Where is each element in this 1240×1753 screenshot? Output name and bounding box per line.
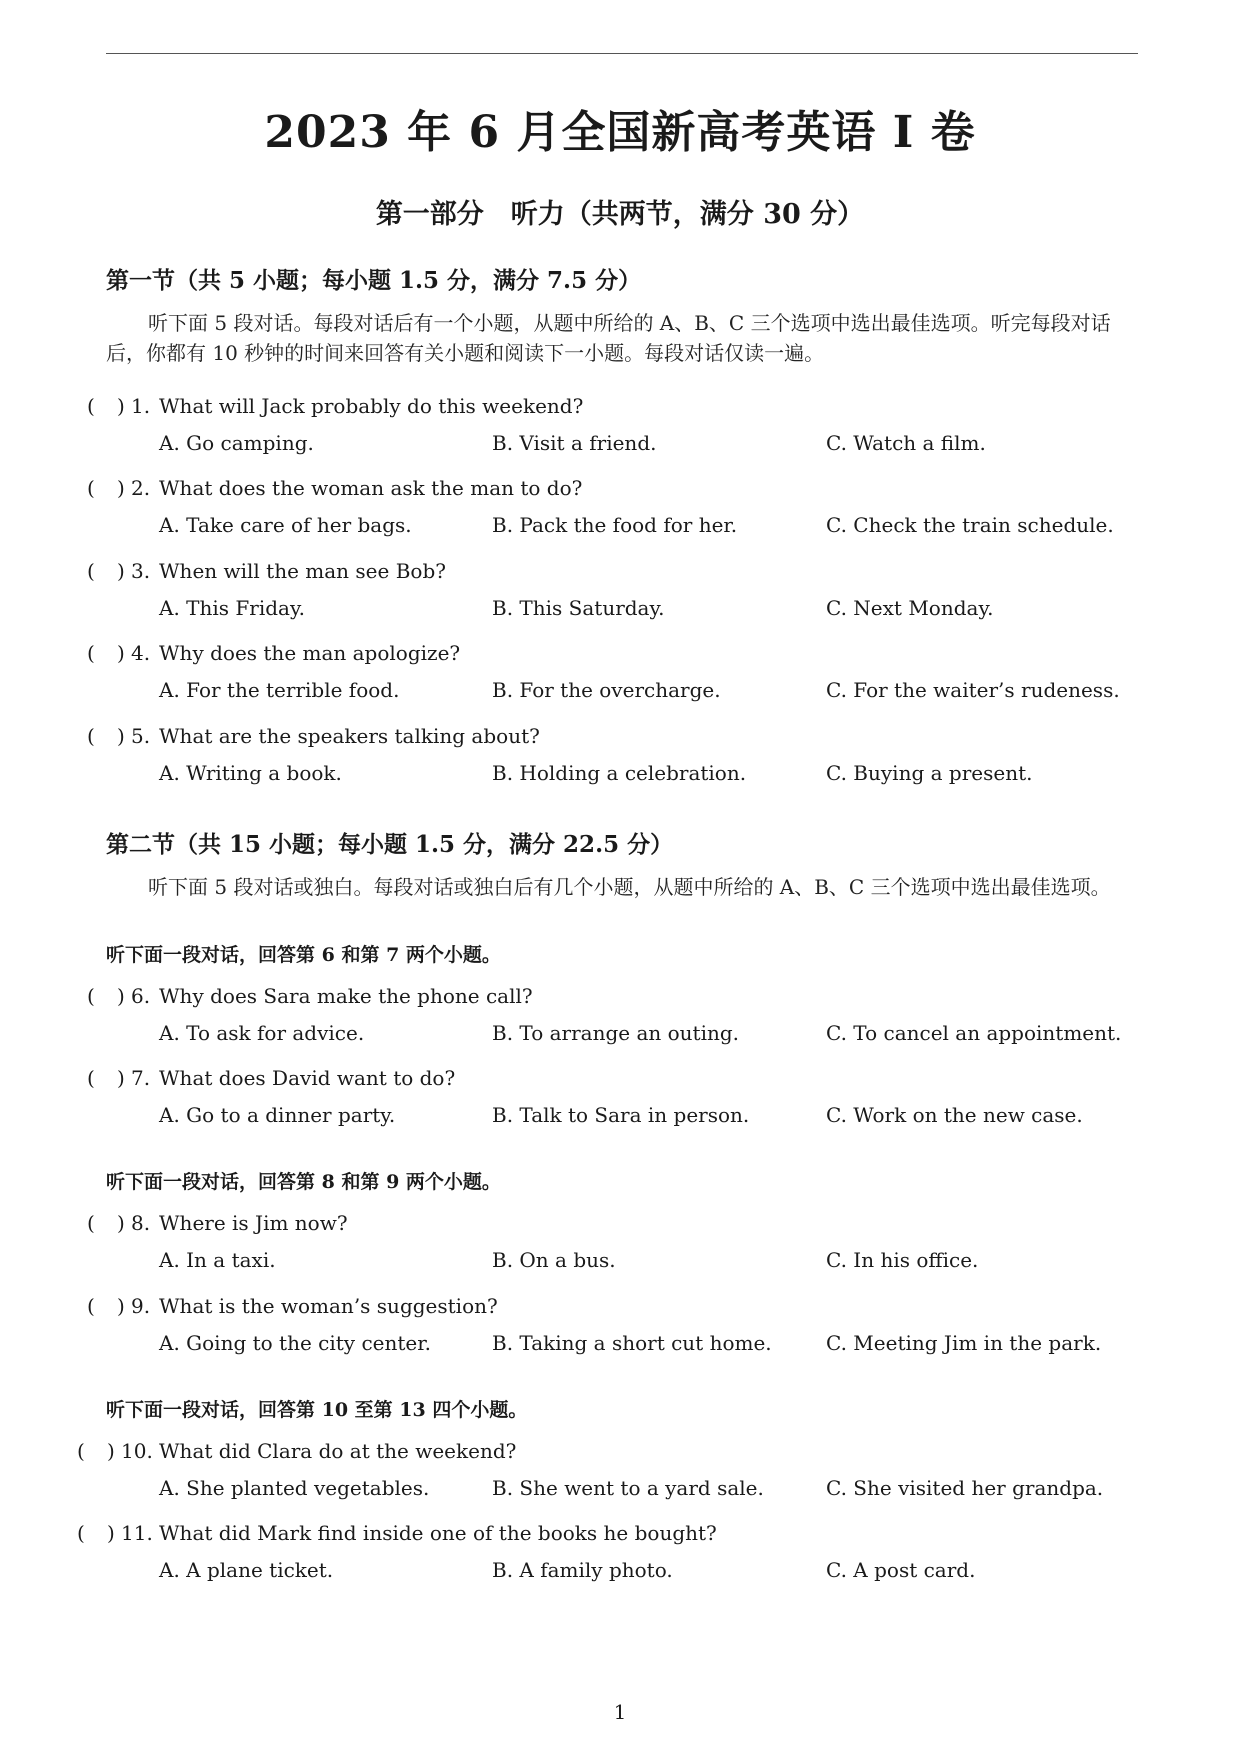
answer-paren-close: ) <box>117 984 125 1008</box>
question-11 <box>0 1521 1240 1601</box>
question-text: What did Mark find inside one of the books he bought? <box>159 1521 717 1545</box>
option-c: C. To cancel an appointment. <box>826 1021 1122 1045</box>
option-b: B. Visit a friend. <box>492 431 657 455</box>
answer-paren-open: ( <box>87 394 95 418</box>
question-number: 7. <box>131 1066 151 1090</box>
question-text: What are the speakers talking about? <box>159 724 540 748</box>
question-text: Why does the man apologize? <box>159 641 461 665</box>
answer-paren-close: ) <box>117 724 125 748</box>
question-5 <box>0 724 1240 804</box>
question-4 <box>0 641 1240 721</box>
question-2 <box>0 476 1240 556</box>
option-a: A. This Friday. <box>159 596 305 620</box>
question-number: 4. <box>131 641 151 665</box>
page-number: 1 <box>613 1700 627 1724</box>
answer-paren-open: ( <box>77 1521 85 1545</box>
option-c: C. Meeting Jim in the park. <box>826 1331 1102 1355</box>
question-number: 10. <box>121 1439 153 1463</box>
question-number: 5. <box>131 724 151 748</box>
option-a: A. In a taxi. <box>159 1248 276 1272</box>
option-c: C. For the waiter’s rudeness. <box>826 678 1120 702</box>
answer-paren-open: ( <box>87 559 95 583</box>
section2-heading: 第二节（共 15 小题；每小题 1.5 分，满分 22.5 分） <box>106 831 674 858</box>
option-a: A. Go to a dinner party. <box>159 1103 396 1127</box>
option-a: A. She planted vegetables. <box>159 1476 430 1500</box>
option-b: B. She went to a yard sale. <box>492 1476 764 1500</box>
answer-paren-open: ( <box>87 984 95 1008</box>
answer-paren-open: ( <box>87 1294 95 1318</box>
option-a: A. Go camping. <box>159 431 314 455</box>
answer-paren-close: ) <box>117 1294 125 1318</box>
option-b: B. Talk to Sara in person. <box>492 1103 750 1127</box>
option-c: C. Check the train schedule. <box>826 513 1114 537</box>
option-c: C. She visited her grandpa. <box>826 1476 1104 1500</box>
question-number: 8. <box>131 1211 151 1235</box>
answer-paren-close: ) <box>117 1066 125 1090</box>
question-text: What does the woman ask the man to do? <box>159 476 583 500</box>
option-b: B. Pack the food for her. <box>492 513 738 537</box>
question-number: 2. <box>131 476 151 500</box>
option-a: A. For the terrible food. <box>159 678 400 702</box>
answer-paren-open: ( <box>87 1211 95 1235</box>
question-9 <box>0 1294 1240 1374</box>
answer-paren-close: ) <box>117 641 125 665</box>
question-8 <box>0 1211 1240 1291</box>
question-number: 9. <box>131 1294 151 1318</box>
question-text: What will Jack probably do this weekend? <box>159 394 584 418</box>
top-rule <box>106 53 1138 54</box>
answer-paren-open: ( <box>87 1066 95 1090</box>
option-a: A. To ask for advice. <box>159 1021 365 1045</box>
question-3 <box>0 559 1240 639</box>
option-b: B. Taking a short cut home. <box>492 1331 772 1355</box>
answer-paren-close: ) <box>117 1211 125 1235</box>
option-c: C. A post card. <box>826 1558 976 1582</box>
question-1 <box>0 394 1240 474</box>
option-c: C. Buying a present. <box>826 761 1033 785</box>
question-text: Where is Jim now? <box>159 1211 348 1235</box>
question-number: 1. <box>131 394 151 418</box>
answer-paren-open: ( <box>77 1439 85 1463</box>
group-heading-8-9: 听下面一段对话，回答第 8 和第 9 两个小题。 <box>106 1171 501 1193</box>
question-text: Why does Sara make the phone call? <box>159 984 533 1008</box>
option-a: A. Take care of her bags. <box>159 513 412 537</box>
section1-instruction: 听下面 5 段对话。每段对话后有一个小题，从题中所给的 A、B、C 三个选项中选出最佳选项。听完每段对话后，你都有 10 秒钟的时间来回答有关小题和阅读下一小题。每段对话仅读一遍。 <box>106 311 1111 365</box>
answer-paren-close: ) <box>117 559 125 583</box>
question-10 <box>0 1439 1240 1519</box>
question-number: 3. <box>131 559 151 583</box>
section2-instruction: 听下面 5 段对话或独白。每段对话或独白后有几个小题，从题中所给的 A、B、C 三个选项中选出最佳选项。 <box>148 875 1111 899</box>
question-number: 6. <box>131 984 151 1008</box>
option-c: C. Watch a film. <box>826 431 986 455</box>
option-a: A. A plane ticket. <box>159 1558 334 1582</box>
option-c: C. In his office. <box>826 1248 979 1272</box>
answer-paren-open: ( <box>87 724 95 748</box>
option-c: C. Next Monday. <box>826 596 994 620</box>
question-text: When will the man see Bob? <box>159 559 446 583</box>
option-b: B. To arrange an outing. <box>492 1021 740 1045</box>
option-b: B. This Saturday. <box>492 596 665 620</box>
group-heading-6-7: 听下面一段对话，回答第 6 和第 7 两个小题。 <box>106 944 501 966</box>
question-6 <box>0 984 1240 1064</box>
option-b: B. Holding a celebration. <box>492 761 747 785</box>
page-title: 2023 年 6 月全国新高考英语 I 卷 <box>264 107 976 158</box>
option-b: B. For the overcharge. <box>492 678 721 702</box>
question-text: What did Clara do at the weekend? <box>159 1439 517 1463</box>
question-number: 11. <box>121 1521 153 1545</box>
option-b: B. On a bus. <box>492 1248 616 1272</box>
part-title: 第一部分 听力（共两节，满分 30 分） <box>375 199 865 230</box>
question-text: What does David want to do? <box>159 1066 456 1090</box>
section1-heading: 第一节（共 5 小题；每小题 1.5 分，满分 7.5 分） <box>106 267 642 294</box>
option-a: A. Writing a book. <box>159 761 342 785</box>
question-7 <box>0 1066 1240 1146</box>
answer-paren-open: ( <box>87 476 95 500</box>
answer-paren-close: ) <box>117 476 125 500</box>
group-heading-10-13: 听下面一段对话，回答第 10 至第 13 四个小题。 <box>106 1399 528 1421</box>
answer-paren-close: ) <box>107 1521 115 1545</box>
option-b: B. A family photo. <box>492 1558 673 1582</box>
option-c: C. Work on the new case. <box>826 1103 1083 1127</box>
question-text: What is the woman’s suggestion? <box>159 1294 498 1318</box>
option-a: A. Going to the city center. <box>159 1331 431 1355</box>
answer-paren-open: ( <box>87 641 95 665</box>
answer-paren-close: ) <box>117 394 125 418</box>
answer-paren-close: ) <box>107 1439 115 1463</box>
